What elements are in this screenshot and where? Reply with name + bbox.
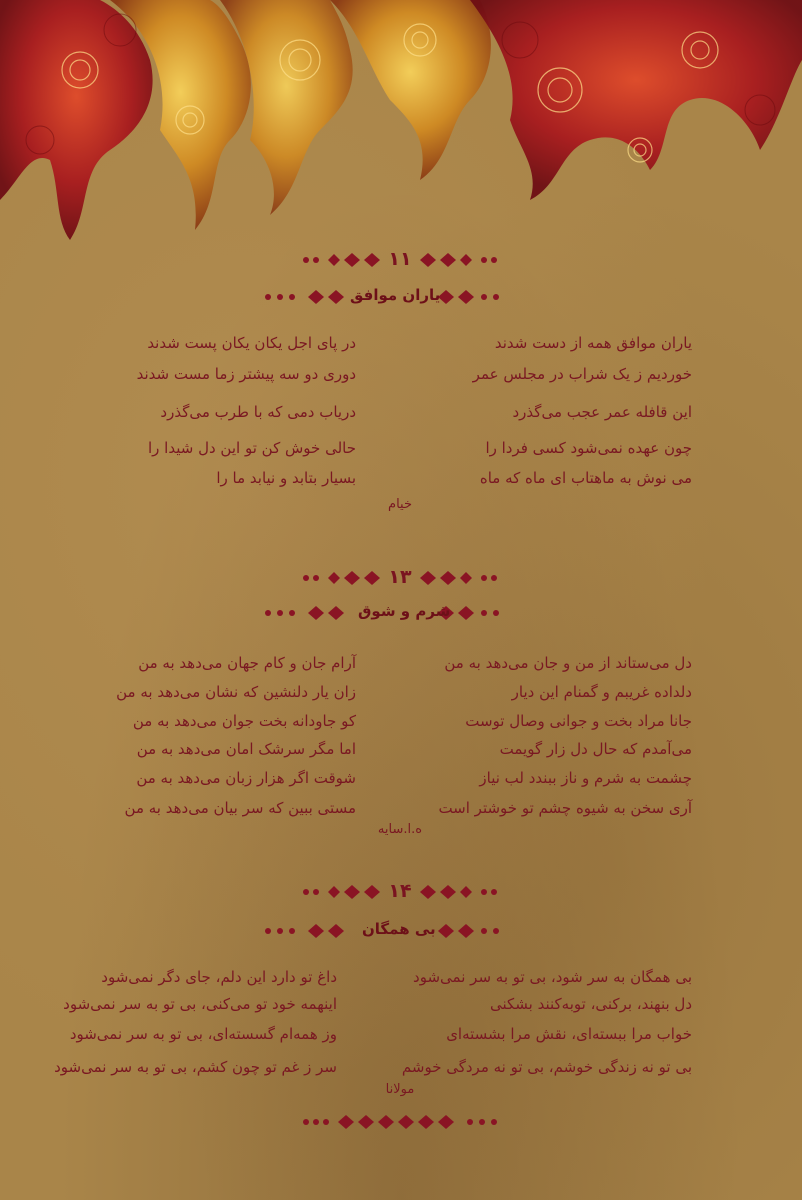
verse-right: می‌آمدم که حال دل زار گویمت [499, 740, 692, 758]
verse-left: بسیار بتابد و نیابد ما را [216, 469, 356, 487]
section-title: یاران موافق [350, 286, 441, 304]
verse-left: شوقت اگر هزار زبان می‌دهد به من [136, 769, 356, 787]
section-title: شرم و شوق [358, 602, 451, 620]
section-number: ۱۴ [388, 880, 412, 902]
verse-left: وز همه‌ام گسسته‌ای، بی تو به سر نمی‌شود [69, 1025, 337, 1043]
verse-left: سر ز غم تو چون کشم، بی تو به سر نمی‌شود [54, 1058, 337, 1076]
verse-right: بی تو نه زندگی خوشم، بی تو نه مردگی خوشم [401, 1058, 692, 1076]
verse-left: آرام جان و کام جهان می‌دهد به من [138, 654, 356, 672]
section-number-divider [0, 250, 802, 272]
verse-left: حالی خوش کن تو این دل شیدا را [148, 439, 356, 457]
verse-right: جانا مراد بخت و جوانی وصال توست [465, 712, 692, 730]
diamond-chain-icon [300, 1112, 500, 1132]
section-title: بی همگان [362, 920, 436, 938]
verse-left: دریاب دمی که با طرب می‌گذرد [160, 403, 356, 421]
poet-name: مولانا [385, 1082, 415, 1097]
poet-name: خیام [388, 497, 412, 512]
section-number: ۱۳ [388, 566, 412, 588]
poet-name: ه.ا.سایه [377, 822, 423, 837]
verse-right: دل بنهند، برکنی، توبه‌کنند بشکنی [489, 995, 692, 1013]
verse-right: چشمت به شرم و ناز ببندد لب نیاز [479, 769, 692, 787]
cloud-ornament-icon [0, 0, 802, 260]
section-number-divider [0, 568, 802, 590]
section-title-row [0, 918, 802, 944]
section-title-row [0, 600, 802, 626]
verse-right: می نوش به ماهتاب ای ماه که ماه [479, 469, 692, 487]
verse-right: دلداده غریبم و گمنام این دیار [511, 683, 692, 701]
verse-right: خوردیم ز یک شراب در مجلس عمر [472, 365, 692, 383]
verse-right: بی همگان به سر شود، بی تو به سر نمی‌شود [413, 968, 692, 986]
verse-left: داغ تو دارد این دلم، جای دگر نمی‌شود [101, 968, 337, 986]
section-title-row [0, 284, 802, 310]
verse-left: اینهمه خود تو می‌کنی، بی تو به سر نمی‌شود [63, 995, 337, 1013]
verse-left: مستی ببین که سر بیان می‌دهد به من [124, 799, 356, 817]
verse-right: چون عهده نمی‌شود کسی فردا را [485, 439, 692, 457]
verse-right: آری سخن به شیوه چشم تو خوشتر است [438, 799, 692, 817]
section-number-divider [0, 882, 802, 904]
verse-right: این قافله عمر عجب می‌گذرد [512, 403, 692, 421]
section-number: ۱۱ [388, 248, 412, 270]
verse-left: اما مگر سرشک امان می‌دهد به من [136, 740, 356, 758]
verse-right: دل می‌ستاند از من و جان می‌دهد به من [444, 654, 692, 672]
verse-left: در پای اجل یکان یکان پست شدند [147, 334, 356, 352]
verse-left: زان یار دلنشین که نشان می‌دهد به من [116, 683, 356, 701]
verse-right: یاران موافق همه از دست شدند [494, 334, 692, 352]
verse-left: دوری دو سه پیشتر زما مست شدند [136, 365, 356, 383]
verse-right: خواب مرا ببسته‌ای، نقش مرا بشسته‌ای [446, 1025, 692, 1043]
verse-left: کو جاودانه بخت جوان می‌دهد به من [132, 712, 356, 730]
